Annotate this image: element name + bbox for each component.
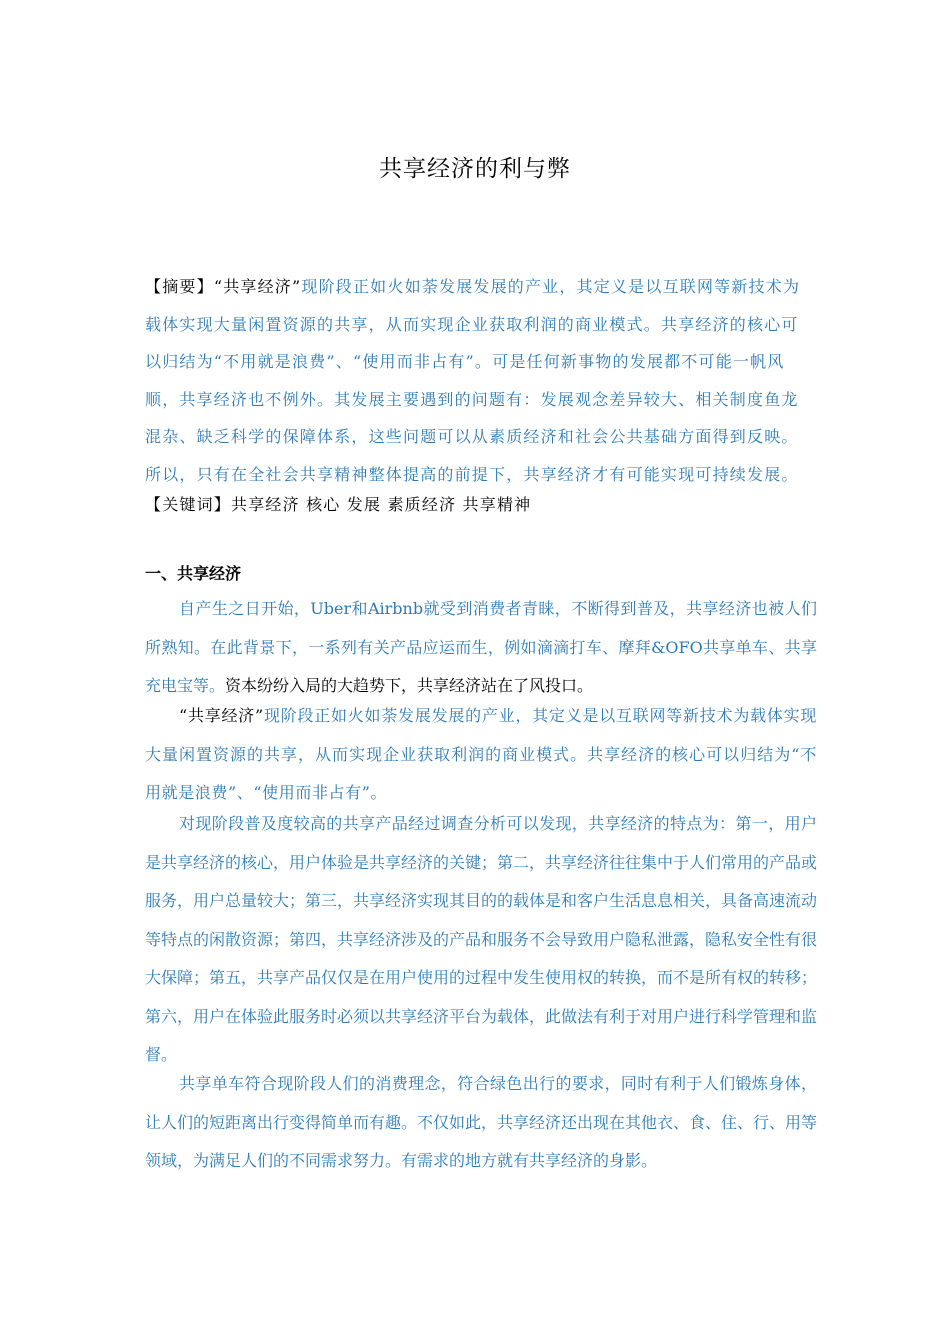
paragraph-4: 共享单车符合现阶段人们的消费理念，符合绿色出行的要求，同时有利于人们锻炼身体，让人们的短距离出行变得简单而有趣。不仅如此，共享经济还出现在其他衣、食、住、行、用等领域，为满足人们的不同需求努力。有需求的地方就有共享经济的身影。 xyxy=(145,1074,818,1170)
paragraph-2-text: 现阶段正如火如荼发展发展的产业，其定义是以互联网等新技术为载体实现大量闲置资源的共享，从而实现企业获取利润的商业模式。共享经济的核心可以归结为“不用就是浪费”、“使用而非占有”。 xyxy=(145,706,817,802)
abstract-block xyxy=(145,268,815,493)
section-heading: 一、共享经济 xyxy=(145,564,242,583)
keywords-block xyxy=(145,489,815,521)
abstract-text: 现阶段正如火如荼发展发展的产业，其定义是以互联网等新技术为载体实现大量闲置资源的共享，从而实现企业获取利润的商业模式。共享经济的核心可以归结为“不用就是浪费”、“使用而非占有”。可是任何新事物的发展都不可能一帆风顺，共享经济也不例外。其发展主要遇到的问题有：发展观念差异较大、相关制度鱼龙混杂、缺乏科学的保障体系，这些问题可以从素质经济和社会公共基础方面得到反映。所以，只有在全社会共享精神整体提高的前提下，共享经济才有可能实现可持续发展。 xyxy=(145,277,801,484)
paragraph-1-tail: 资本纷纷入局的大趋势下，共享经济站在了风投口。 xyxy=(225,676,594,695)
paragraph-1-main: 自产生之日开始，Uber和Airbnb就受到消费者青睐，不断得到普及，共享经济也被人们所熟知。在此背景下，一系列有关产品应运而生，例如滴滴打车、摩拜&OFO共享单车、共享充电宝等。 xyxy=(145,599,817,695)
paragraph-2 xyxy=(145,697,817,813)
abstract-quote-term: “共享经济” xyxy=(213,277,302,296)
paragraph-3: 对现阶段普及度较高的共享产品经过调查分析可以发现，共享经济的特点为：第一，用户是共享经济的核心，用户体验是共享经济的关键；第二，共享经济往往集中于人们常用的产品或服务，用户总量较大；第三，共享经济实现其目的的载体是和客户生活息息相关，具备高速流动等特点的闲散资源；第四，共享经济涉及的产品和服务不会导致用户隐私泄露，隐私安全性有很大保障；第五，共享产品仅仅是在用户使用的过程中发生使用权的转换，而不是所有权的转移；第六，用户在体验此服务时必须以共享经济平台为载体，此做法有利于对用户进行科学管理和监督。 xyxy=(145,814,818,1064)
abstract-label: 【摘要】 xyxy=(145,277,214,296)
document-title: 共享经济的利与弊 xyxy=(379,156,571,182)
paragraph-1 xyxy=(145,590,817,706)
keywords-label: 【关键词】 xyxy=(145,495,232,514)
paragraph-2-quote: “共享经济” xyxy=(179,706,264,725)
keywords-text: 共享经济 核心 发展 素质经济 共享精神 xyxy=(231,495,532,514)
